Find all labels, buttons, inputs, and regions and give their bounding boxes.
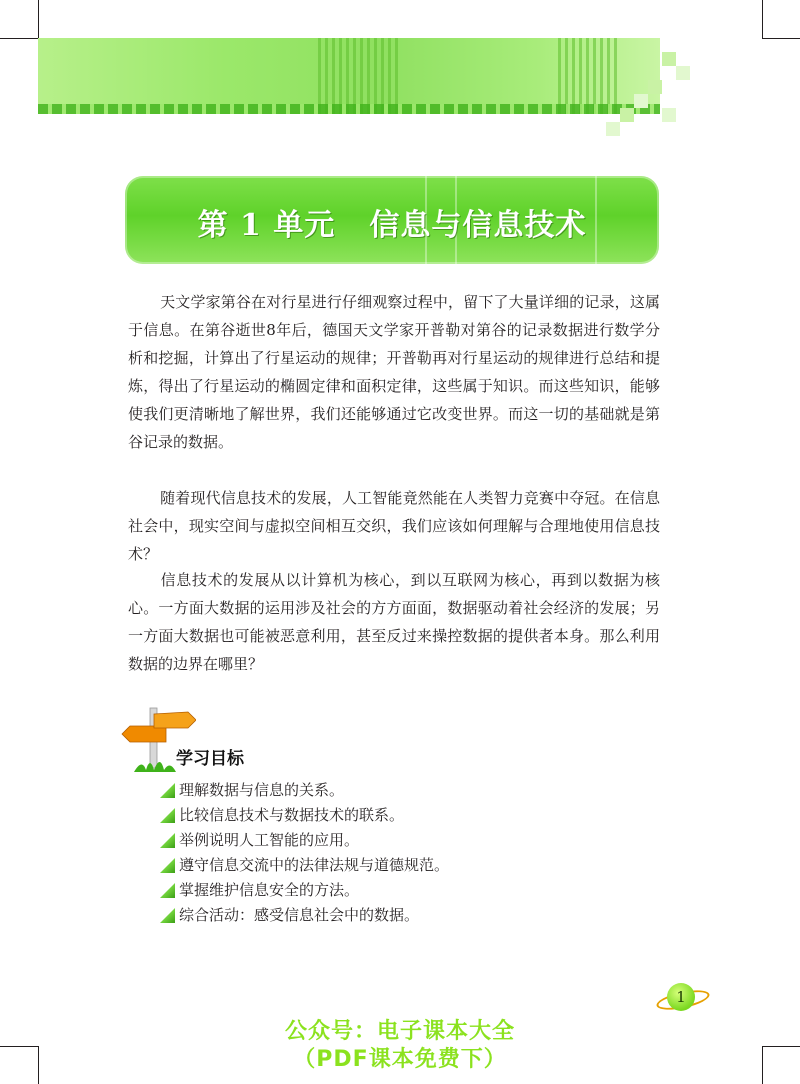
list-item: 举例说明人工智能的应用。 [160, 828, 449, 853]
crop-mark [38, 0, 39, 38]
list-item: 遵守信息交流中的法律法规与道德规范。 [160, 853, 449, 878]
pixel-decoration [662, 52, 676, 66]
pixel-decoration [620, 108, 634, 122]
circuit-pattern [558, 38, 617, 114]
learning-goals-list [160, 778, 449, 928]
list-item: 综合活动：感受信息社会中的数据。 [160, 903, 449, 928]
watermark-line: 公众号：电子课本大全 [284, 1019, 515, 1044]
crop-mark [0, 38, 38, 39]
unit-title-banner [125, 176, 659, 264]
pixel-decoration [662, 108, 676, 122]
header-banner [38, 38, 660, 114]
intro-paragraph: 天文学家第谷在对行星进行仔细观察过程中，留下了大量详细的记录，这属于信息。在第谷逝世8年后，德国天文学家开普勒对第谷的记录数据进行数学分析和挖掘，计算出了行星运动的规律；开普勒再对行星运动的规律进行总结和提炼，得出了行星运动的椭圆定律和面积定律，这些属于知识。而这些知识，能够使我们更清晰地了解世界，我们还能够通过它改变世界。而这一切的基础就是第谷记录的数据。 [128, 293, 660, 451]
list-item: 理解数据与信息的关系。 [160, 778, 449, 803]
unit-title [125, 200, 659, 244]
list-item: 比较信息技术与数据技术的联系。 [160, 803, 449, 828]
triangle-bullet-icon [160, 858, 175, 873]
unit-name: 信息与信息技术 [369, 208, 587, 243]
intro-paragraph: 随着现代信息技术的发展，人工智能竟然能在人类智力竞赛中夺冠。在信息社会中，现实空间与虚拟空间相互交织，我们应该如何理解与合理地使用信息技术？ [128, 489, 660, 563]
circuit-pattern [318, 38, 398, 114]
intro-paragraph: 信息技术的发展从以计算机为核心，到以互联网为核心，再到以数据为核心。一方面大数据的运用涉及社会的方方面面，数据驱动着社会经济的发展；另一方面大数据也可能被恶意利用，甚至反过来操控数据的提供者本身。那么利用数据的边界在哪里？ [128, 571, 660, 673]
banner-strip [38, 104, 660, 114]
pixel-decoration [648, 80, 662, 94]
pixel-decoration [676, 66, 690, 80]
list-item: 掌握维护信息安全的方法。 [160, 878, 449, 903]
pixel-decoration [634, 94, 648, 108]
learning-goals-heading: 学习目标 [176, 749, 244, 769]
triangle-bullet-icon [160, 783, 175, 798]
triangle-bullet-icon [160, 883, 175, 898]
watermark-line: （PDF课本免费下） [293, 1047, 507, 1072]
unit-number: 第 1 单元 [197, 208, 336, 243]
triangle-bullet-icon [160, 908, 175, 923]
crop-mark [762, 38, 800, 39]
triangle-bullet-icon [160, 808, 175, 823]
page-number: 1 [667, 983, 695, 1011]
crop-mark [762, 0, 763, 38]
pixel-decoration [606, 122, 620, 136]
triangle-bullet-icon [160, 833, 175, 848]
